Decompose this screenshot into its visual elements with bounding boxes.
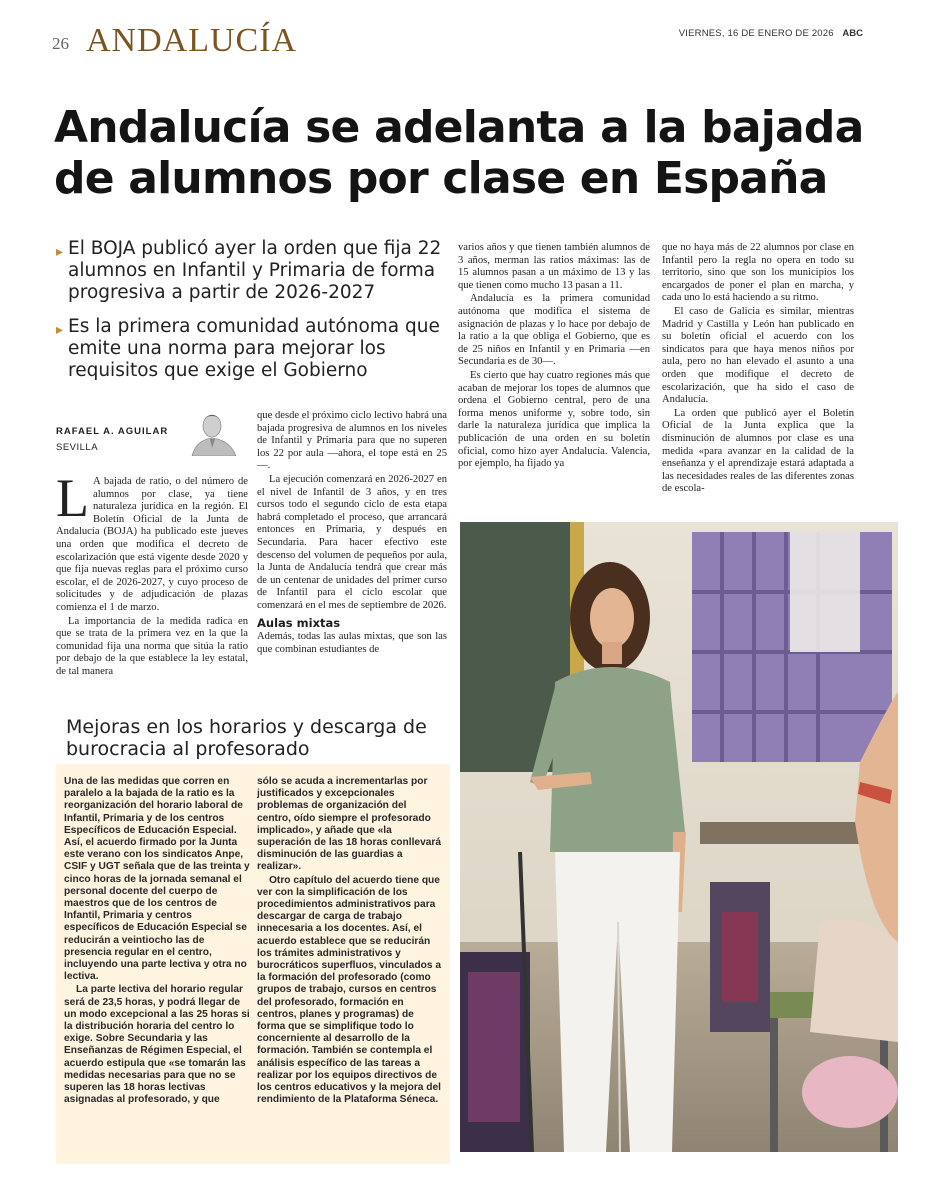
paragraph: que no haya más de 22 alumnos por clase en Infantil pero la regla no opera en todo su territorio, sino que son los municipios los encargados de poner el plan en marcha, y cada uno lo está haciendo a su ritmo. xyxy=(662,242,854,304)
issue-date: VIERNES, 16 DE ENERO DE 2026 xyxy=(678,28,834,39)
subtitle xyxy=(56,316,456,382)
page-number: 26 xyxy=(52,34,69,53)
paragraph: Andalucía es la primera comunidad autónoma que modifica el sistema de asignación de plazas y lo hace por debajo de la ratio a la que obliga el Gobierno, que es de 25 niños en Infantil y en Primaria —en Secundaria es de 30—. xyxy=(458,293,650,368)
byline xyxy=(56,424,168,456)
drop-cap: L xyxy=(56,468,89,528)
paragraph: que desde el próximo ciclo lectivo habrá una bajada progresiva de alumnos en los niveles de Infantil y Primaria para que no superen los 22 por aula —ahora, el tope está en 25—. xyxy=(257,410,447,472)
byline-author: RAFAEL A. AGUILAR xyxy=(56,426,169,437)
paragraph: El caso de Galicia es similar, mientras Madrid y Castilla y León han publicado en su boletín oficial el acuerdo con los sindicatos para que haya menos niños por aula, pero no han elevado el asunto a una orden que modifique el decreto de escolarización, que ha sido el caso de Andalucía. xyxy=(662,305,854,406)
headline: Andalucía se adelanta a la bajada de alumnos por clase en España xyxy=(54,102,864,204)
paragraph: Es cierto que hay cuatro regiones más que acaban de mejorar los topes de alumnos que ordena el Gobierno central, pero de una forma menos uniforme y, sobre todo, sin darle la naturaleza jurídica que implica la publicación de una orden en su boletín oficial, como hizo ayer Andalucía. Valencia, por ejemplo, ha fijado ya xyxy=(458,369,650,470)
paragraph: La parte lectiva del horario regular será de 23,5 horas, y podrá llegar de un modo excepcional a las 25 horas si la distribución horaria del centro lo exige. Sobre Secundaria y las Enseñanzas de Régimen Especial, el acuerdo estipula que «se tomarán las medidas necesarias para que no se superen las 18 horas lectivas asignadas al profesorado, y que xyxy=(64,984,250,1106)
paragraph: La ejecución comenzará en 2026-2027 en el nivel de Infantil de 3 años, y en tres cursos todo el segundo ciclo de esta etapa habrá completado el proceso, que arrancará entonces en Primaria, y después en Secundaria. Para hacer efectivo este descenso del volumen de pequeños por aula, la Junta de Andalucía tendrá que crear más de un centenar de unidades del primer curso de Infantil para el ciclo escolar que comenzará en el mes de septiembre de 2026. xyxy=(257,473,447,611)
paragraph: sólo se acuda a incrementarlas por justificados y excepcionales problemas de organización del centro, oído siempre el profesorado implicado», y añade que «la superación de las 18 horas conllevará disminución de las guardias a realizar». xyxy=(257,776,442,873)
subtitle xyxy=(56,238,456,304)
paragraph: A bajada de ratio, o del número de alumnos por clase, ya tiene naturaleza jurídica en la región. El Boletín Oficial de la Junta de Andalucía (BOJA) ha publicado este jueves una orden que modifica el decreto de escolarización que está vigente desde 2020 y que fija nuevas reglas para el próximo curso escolar, el de 2026-2027, y cuyo proceso de solicitudes y de adjudicación de plazas comienza el 1 de marzo. xyxy=(56,476,248,613)
article-column-3 xyxy=(458,242,650,472)
article-column-2 xyxy=(257,410,447,657)
paragraph: varios años y que tienen también alumnos de 3 años, merman las ratios máximas: las de 15 alumnos pasan a un máximo de 13 y las que tienen como mucho 13 pasan a 11. xyxy=(458,242,650,291)
paragraph: Otro capítulo del acuerdo tiene que ver con la simplificación de los procedimientos administrativos para descargar de carga de trabajo innecesaria a los docentes. Así, el acuerdo establece que se reducirán los trámites administrativos y burocráticos superfluos, vinculados a la formación del profesorado (como grupos de trabajo, cursos en centros del profesorado, formación en centros, planes y programas) de forma que se simplifique todo lo concerniente al desarrollo de la formación. También se contempla el análisis específico de las tareas a realizar por los equipos directivos de los centros educativos y la mejora del rendimiento de la Plataforma Séneca. xyxy=(257,874,442,1106)
article-column-4 xyxy=(662,242,854,497)
paragraph: Además, todas las aulas mixtas, que son las que combinan estudiantes de xyxy=(257,631,447,655)
paragraph: Una de las medidas que corren en paralelo a la bajada de la ratio es la reorganización del horario laboral de Infantil, Primaria y de los centros Específicos de Educación Especial. Así, el acuerdo firmado por la Junta este verano con los sindicatos Anpe, CSIF y UGT señala que de las treinta y cinco horas de la jornada semanal el personal docente del cuerpo de maestros que de los centros de Infantil, Primaria y centros específicos de Educación Especial se reducirán a veintiocho las de presencia regular en el centro, incluyendo una parte lectiva y otra no lectiva. xyxy=(64,776,250,983)
subtitle-text: Es la primera comunidad autónoma que emite una norma para mejorar los requisitos que exige el Gobierno xyxy=(68,316,440,381)
byline-city: SEVILLA xyxy=(56,442,99,453)
paragraph: La importancia de la medida radica en que se trata de la primera vez en la que la comunidad fija una norma que sitúa la ratio por debajo de la que establece la ley estatal, de tal manera xyxy=(56,615,248,677)
sidebar-column-1 xyxy=(64,776,250,1107)
bullet-triangle-icon: ▸ xyxy=(56,322,64,338)
bullet-triangle-icon: ▸ xyxy=(56,244,64,260)
section-name: ANDALUCÍA xyxy=(86,22,298,59)
classroom-photo xyxy=(460,522,898,1152)
sidebar-title: Mejoras en los horarios y descarga de burocracia al profesorado xyxy=(66,716,427,760)
article-column-1 xyxy=(56,468,248,680)
sidebar-column-2 xyxy=(257,776,443,1107)
subheading: Aulas mixtas xyxy=(257,615,341,630)
paragraph: La orden que publicó ayer el Boletín Oficial de la Junta explica que la disminución de alumnos por clase es una medida «para avanzar en la calidad de la enseñanza y el aprendizaje estará adaptada a las necesidades reales de las diferentes zonas de escola- xyxy=(662,407,854,495)
publication-name: ABC xyxy=(842,28,863,39)
header-meta xyxy=(679,28,863,39)
subtitle-text: El BOJA publicó ayer la orden que fija 22 alumnos en Infantil y Primaria de forma progresiva a partir de 2026-2027 xyxy=(68,238,442,303)
author-portrait xyxy=(188,410,240,456)
